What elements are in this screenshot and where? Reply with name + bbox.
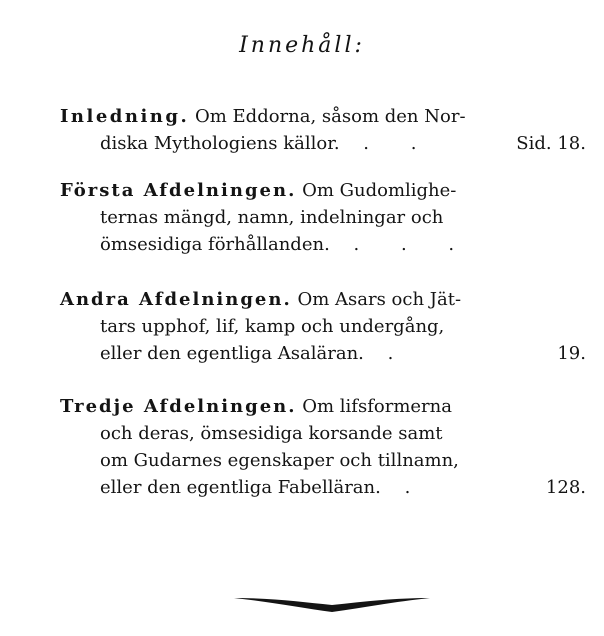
toc-entry-heading: Första Afdelningen.: [60, 180, 297, 201]
toc-entry-heading: Inledning.: [60, 106, 190, 127]
toc-entry-line: [60, 340, 590, 367]
toc-page-ref: [516, 130, 586, 157]
toc-entry-heading: Andra Afdelningen.: [60, 289, 292, 310]
toc-leader-dots: . .: [363, 133, 435, 154]
page-title: Innehåll:: [239, 33, 365, 58]
toc-entry-line: [60, 130, 590, 157]
toc-leader-dots: . . .: [353, 234, 473, 255]
toc-entry-text: Om Eddorna, såsom den Nor-: [194, 106, 466, 127]
toc-entry-inledning[interactable]: [60, 103, 590, 157]
toc-entry-line: [60, 420, 590, 447]
toc-entry-line: [60, 286, 590, 313]
toc-entry-line: [60, 204, 590, 231]
toc-entry-text: ömsesidiga förhållanden.: [100, 234, 330, 255]
toc-entry-text: Om Gudomlighe-: [302, 180, 457, 201]
toc-page-number: 18.: [557, 133, 586, 154]
toc-leader-dots: .: [387, 343, 412, 364]
toc-entry-text: och deras, ömsesidiga korsande samt: [100, 423, 443, 444]
toc-page-number: 19.: [557, 343, 586, 364]
toc-entry-line: [60, 447, 590, 474]
toc-leader-dots: .: [404, 477, 429, 498]
toc-entry-heading: Tredje Afdelningen.: [60, 396, 297, 417]
toc-entry-text: Om Asars och Jät-: [297, 289, 462, 310]
toc-entry-text: diska Mythologiens källor.: [100, 133, 340, 154]
toc-entry-line: [60, 313, 590, 340]
toc-entry-line: [60, 231, 590, 258]
toc-entry-forsta-afdelningen[interactable]: [60, 177, 590, 258]
toc-entry-line: [60, 177, 590, 204]
toc-entry-line: [60, 474, 590, 501]
toc-entry-tredje-afdelningen[interactable]: [60, 393, 590, 501]
toc-entry-line: [60, 103, 590, 130]
toc-entry-text: eller den egentliga Fabelläran.: [100, 477, 381, 498]
toc-entry-text: ternas mängd, namn, indelningar och: [100, 207, 444, 228]
toc-entry-text: eller den egentliga Asaläran.: [100, 343, 364, 364]
toc-entry-text: tars upphof, lif, kamp och undergång,: [100, 316, 445, 337]
toc-page-label: Sid.: [516, 133, 552, 154]
toc-entry-text: Om lifsformerna: [302, 396, 452, 417]
toc-entry-line: [60, 393, 590, 420]
toc-page-number: 128.: [545, 477, 586, 498]
toc-entry-text: om Gudarnes egenskaper och tillnamn,: [100, 450, 459, 471]
toc-entry-andra-afdelningen[interactable]: [60, 286, 590, 367]
ornament-rule-icon: [232, 588, 432, 616]
